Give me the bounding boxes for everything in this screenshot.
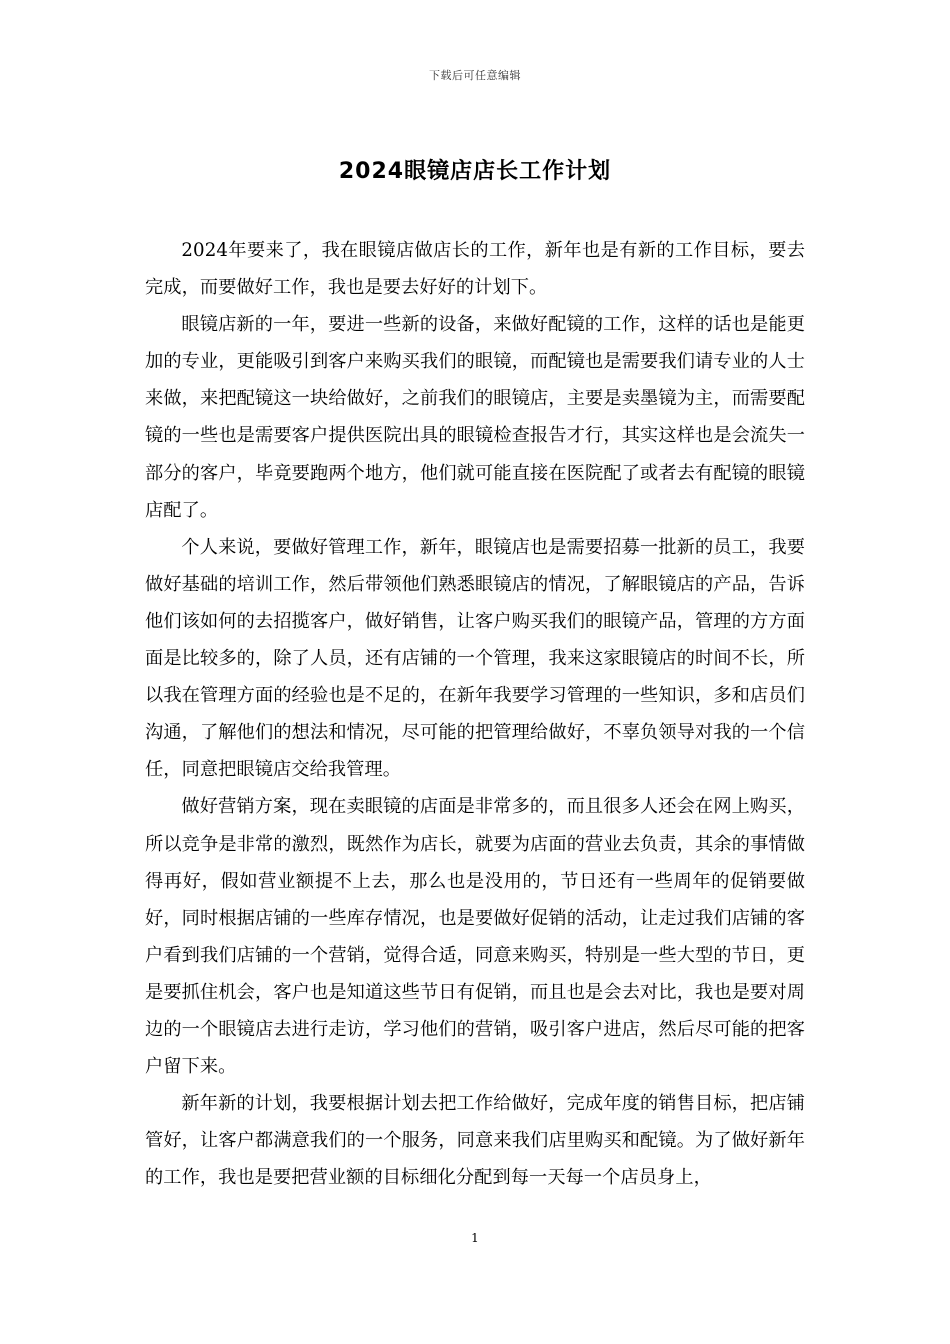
document-title: 2024眼镜店店长工作计划	[338, 159, 612, 184]
paragraph-equipment: 眼镜店新的一年，要进一些新的设备，来做好配镜的工作，这样的话也是能更加的专业，更能吸引到客户来购买我们的眼镜，而配镜也是需要我们请专业的人士来做，来把配镜这一块给做好，之前我们的眼镜店，主要是卖墨镜为主，而需要配镜的一些也是需要客户提供医院出具的眼镜检查报告才行，其实这样也是会流失一部分的客户，毕竟要跑两个地方，他们就可能直接在医院配了或者去有配镜的眼镜店配了。	[145, 314, 805, 521]
header-note: 下载后可任意编辑	[429, 69, 521, 82]
paragraph-intro: 2024年要来了，我在眼镜店做店长的工作，新年也是有新的工作目标，要去完成，而要做好工作，我也是要去好好的计划下。	[145, 240, 805, 299]
paragraph-plan: 新年新的计划，我要根据计划去把工作给做好，完成年度的销售目标，把店铺管好，让客户都满意我们的一个服务，同意来我们店里购买和配镜。为了做好新年的工作，我也是要把营业额的目标细化分配到每一天每一个店员身上，	[145, 1093, 805, 1189]
paragraph-management: 个人来说，要做好管理工作，新年，眼镜店也是需要招募一批新的员工，我要做好基础的培训工作，然后带领他们熟悉眼镜店的情况，了解眼镜店的产品，告诉他们该如何的去招揽客户，做好销售，让客户购买我们的眼镜产品，管理的方方面面是比较多的，除了人员，还有店铺的一个管理，我来这家眼镜店的时间不长，所以我在管理方面的经验也是不足的，在新年我要学习管理的一些知识，多和店员们沟通，了解他们的想法和情况，尽可能的把管理给做好，不辜负领导对我的一个信任，同意把眼镜店交给我管理。	[145, 536, 805, 781]
paragraph-marketing: 做好营销方案，现在卖眼镜的店面是非常多的，而且很多人还会在网上购买，所以竞争是非常的激烈，既然作为店长，就要为店面的营业去负责，其余的事情做得再好，假如营业额提不上去，那么也是没用的，节日还有一些周年的促销要做好，同时根据店铺的一些库存情况，也是要做好促销的活动，让走过我们店铺的客户看到我们店铺的一个营销，觉得合适，同意来购买，特别是一些大型的节日，更是要抓住机会，客户也是知道这些节日有促销，而且也是会去对比，我也是要对周边的一个眼镜店去进行走访，学习他们的营销，吸引客户进店，然后尽可能的把客户留下来。	[145, 796, 805, 1078]
page-number: 1	[471, 1231, 479, 1245]
document-body	[145, 232, 805, 1196]
